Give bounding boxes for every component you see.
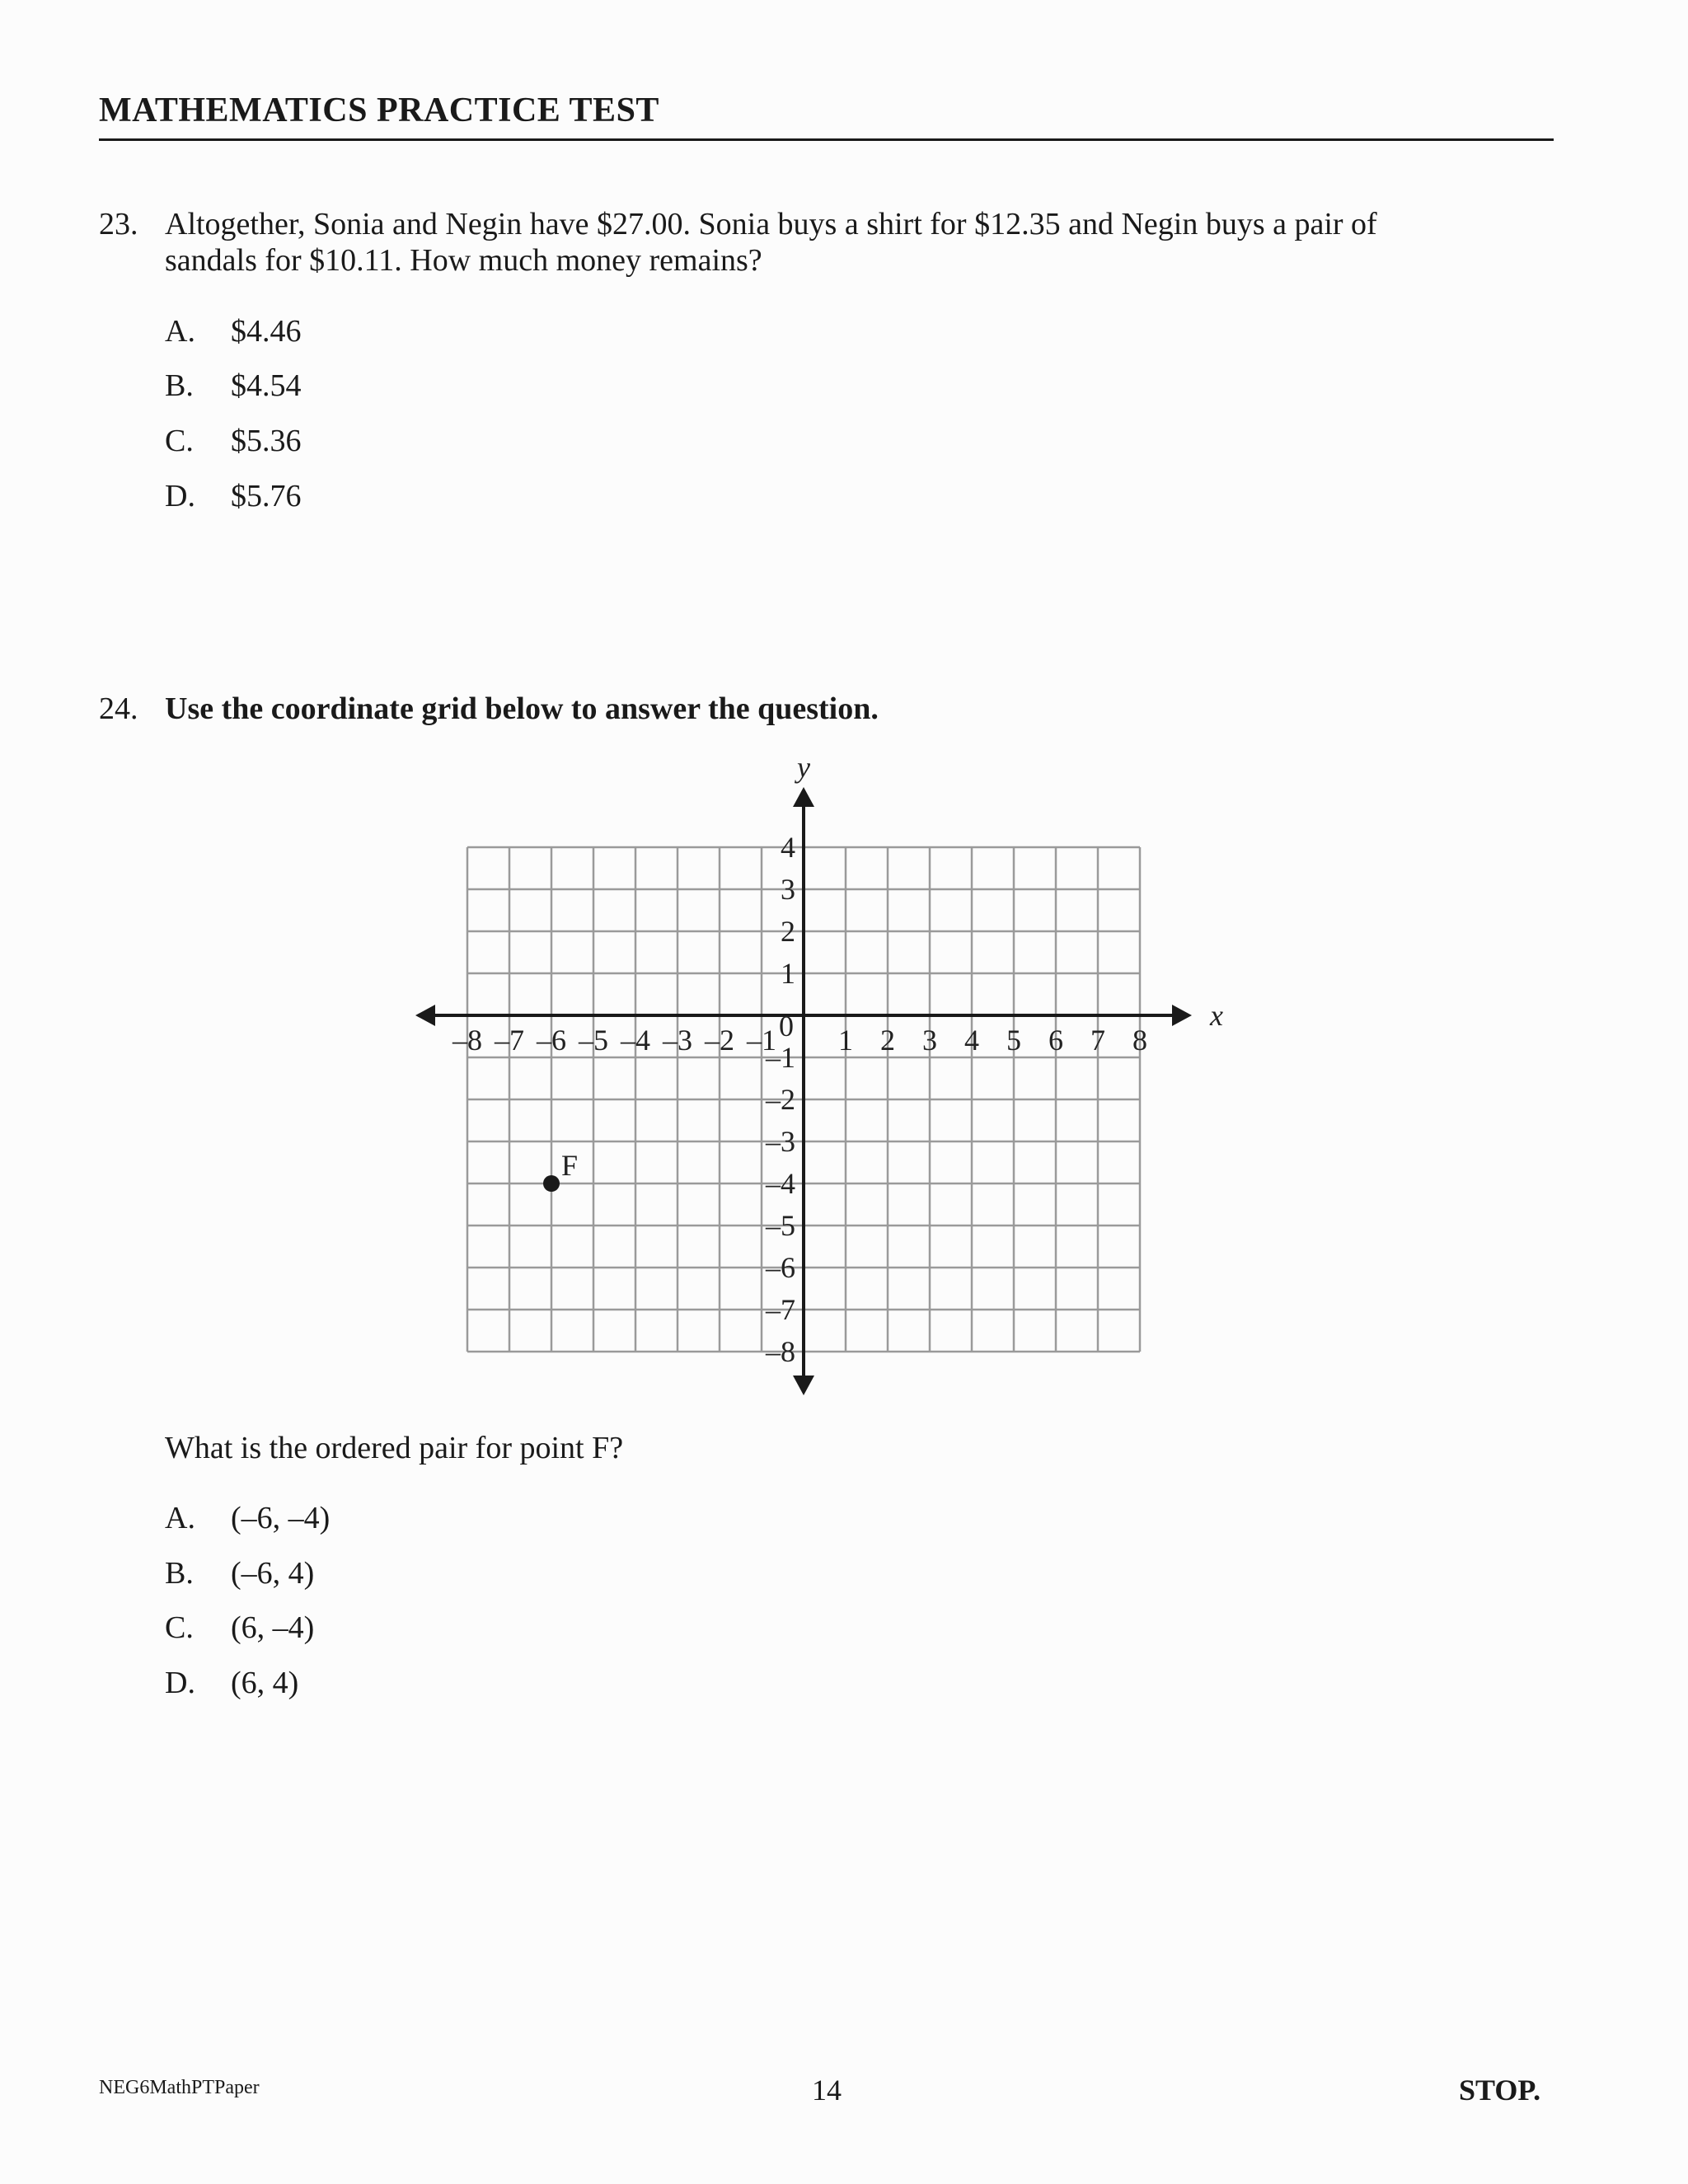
choice-text: (–6, –4) — [231, 1501, 331, 1535]
x-axis-left-arrow — [415, 1005, 435, 1026]
question-number: 24. — [99, 691, 138, 726]
x-tick-label: 2 — [880, 1024, 895, 1057]
answer-choice-d[interactable] — [165, 478, 302, 514]
x-tick-label: –6 — [537, 1024, 566, 1057]
origin-label: 0 — [779, 1010, 794, 1043]
y-tick-label: 2 — [781, 915, 795, 948]
x-axis-right-arrow — [1172, 1005, 1192, 1026]
choice-letter: C. — [165, 424, 194, 458]
x-axis-label: x — [1210, 999, 1223, 1032]
x-tick-label: 6 — [1048, 1024, 1063, 1057]
y-tick-label: 4 — [781, 831, 795, 864]
stop-label: STOP. — [1459, 2074, 1541, 2107]
coordinate-grid — [412, 742, 1253, 1401]
x-tick-label: –3 — [663, 1024, 692, 1057]
y-tick-label: –7 — [766, 1293, 795, 1326]
page-number: 14 — [812, 2074, 842, 2107]
question-prompt: Use the coordinate grid below to answer the question. — [165, 691, 879, 726]
document-code: NEG6MathPTPaper — [99, 2077, 260, 2098]
answer-choice-a[interactable] — [165, 1500, 330, 1536]
question-text-line: sandals for $10.11. How much money remains? — [165, 243, 762, 278]
point-marker — [543, 1175, 560, 1192]
choice-text: $5.76 — [231, 479, 302, 513]
choice-text: (6, –4) — [231, 1610, 315, 1645]
x-tick-label: –8 — [452, 1024, 482, 1057]
x-tick-label: –5 — [579, 1024, 608, 1057]
y-tick-label: 3 — [781, 873, 795, 906]
header-divider — [99, 138, 1554, 141]
choice-letter: B. — [165, 368, 194, 403]
choice-letter: B. — [165, 1556, 194, 1591]
x-tick-label: –1 — [747, 1024, 776, 1057]
choice-text: $5.36 — [231, 424, 302, 458]
x-tick-label: 8 — [1132, 1024, 1147, 1057]
choice-text: (6, 4) — [231, 1666, 299, 1700]
choice-letter: A. — [165, 314, 195, 349]
answer-choice-c[interactable] — [165, 1610, 314, 1646]
x-tick-label: 5 — [1006, 1024, 1021, 1057]
y-tick-label: –6 — [766, 1251, 795, 1284]
question-text — [165, 206, 1377, 279]
x-tick-label: 3 — [922, 1024, 937, 1057]
choice-letter: D. — [165, 1666, 195, 1700]
y-tick-label: –1 — [766, 1041, 795, 1074]
y-tick-label: –3 — [766, 1125, 795, 1158]
choice-text: (–6, 4) — [231, 1556, 315, 1591]
x-tick-label: –2 — [705, 1024, 734, 1057]
question-number: 23. — [99, 207, 138, 241]
x-tick-label: –7 — [495, 1024, 524, 1057]
x-tick-label: –4 — [621, 1024, 650, 1057]
page-title: MATHEMATICS PRACTICE TEST — [99, 91, 659, 129]
y-tick-label: –5 — [766, 1209, 795, 1242]
y-axis-up-arrow — [793, 787, 814, 807]
choice-letter: A. — [165, 1501, 195, 1535]
choice-letter: D. — [165, 479, 195, 513]
answer-choice-b[interactable] — [165, 1555, 314, 1591]
answer-choice-c[interactable] — [165, 423, 302, 459]
answer-choice-a[interactable] — [165, 313, 302, 349]
question-text-line: Altogether, Sonia and Negin have $27.00. Sonia buys a shirt for $12.35 and Negin buys a pair of — [165, 207, 1377, 241]
choice-text: $4.54 — [231, 368, 302, 403]
y-axis-label: y — [797, 751, 810, 784]
answer-choice-d[interactable] — [165, 1665, 298, 1701]
point-label: F — [561, 1149, 579, 1182]
y-tick-label: 1 — [781, 957, 795, 990]
y-tick-label: –4 — [766, 1167, 795, 1200]
x-tick-label: 4 — [964, 1024, 979, 1057]
y-tick-label: –8 — [766, 1335, 795, 1368]
x-tick-label: 7 — [1090, 1024, 1105, 1057]
x-tick-label: 1 — [838, 1024, 853, 1057]
y-axis-down-arrow — [793, 1376, 814, 1395]
choice-letter: C. — [165, 1610, 194, 1645]
question-text: What is the ordered pair for point F? — [165, 1431, 624, 1465]
choice-text: $4.46 — [231, 314, 302, 349]
y-tick-label: –2 — [766, 1083, 795, 1116]
answer-choice-b[interactable] — [165, 368, 302, 404]
